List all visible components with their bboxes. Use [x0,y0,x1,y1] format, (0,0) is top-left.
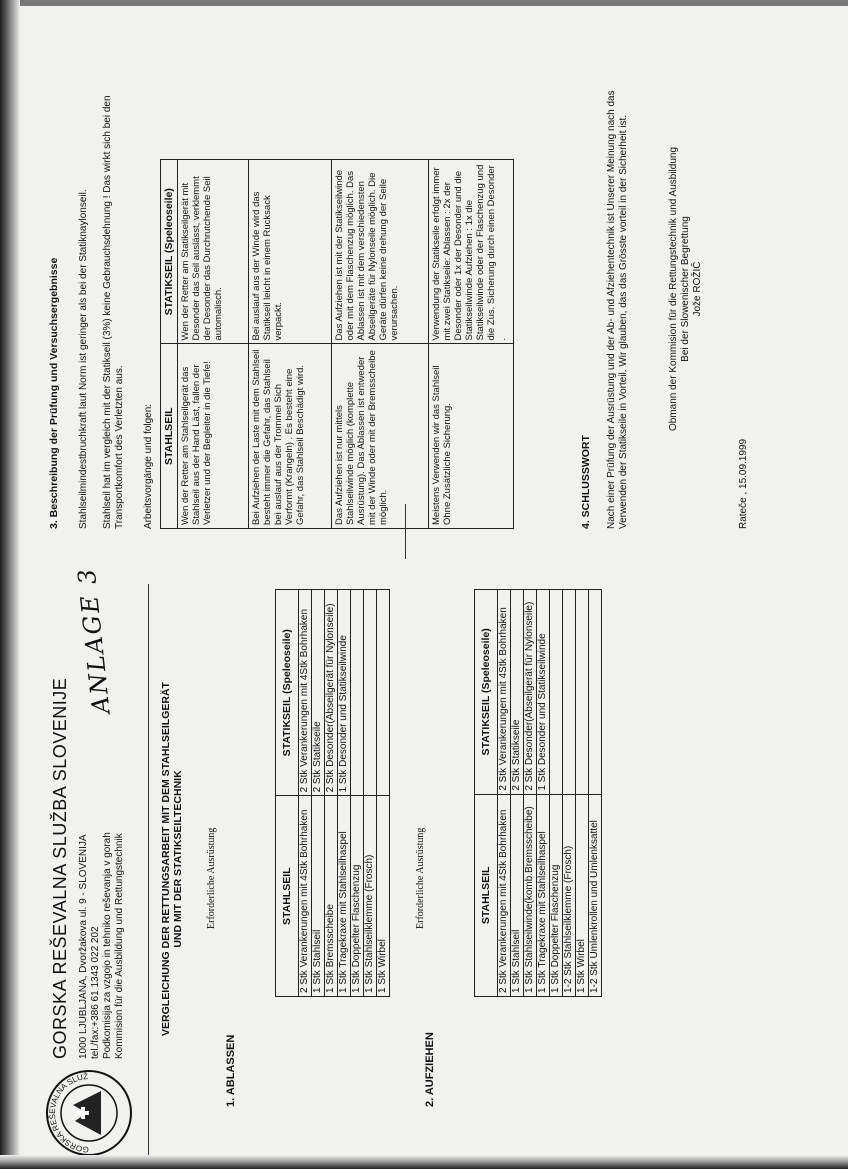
table-cell: Bei auslauf aus der Winde wird das Statikseil leicht in einem Rucksack verpackt. [249,160,332,345]
org-address [78,832,126,1059]
paragraph: Stahlseil hat im vergleich mit der Statikseil (3%) keine Gebrauchsdehnung ! Das wirkt sich bei den Transportkomfort des Verletzten aus. [102,95,125,529]
equipment-table-ablassen [275,589,390,997]
table-cell [576,590,589,795]
table-header: STATIKSEIL (Speleoseile) [161,160,178,345]
signature-name: Jože ROŽIČ [692,261,703,317]
signature-line: Obmann der Kommision für die Rettungstechnik und Ausbildung [668,146,679,432]
table-cell: 1 Stk Desonder und Statikseilwinde [338,590,351,796]
table-row [325,590,338,997]
table-cell: 2 Stk Desonder(Abseilgerät für Nylonseile) [524,590,537,795]
address-line: Podkomisija za vzgojo in tehniko reševanja v gorah [102,832,113,1059]
table-row [537,590,550,997]
table-cell [589,590,602,795]
table-row [299,590,312,997]
paragraph: Stahlseilmindestbruchkraft laut Norm ist geringer als bei der Statiknaylonseil. [78,189,89,529]
signature-block [668,109,704,469]
table-row [351,590,364,997]
table-cell: 1 Stk Tragekraxe mit Stahlseilhaspel [537,794,550,996]
document-title: VERGLEICHUNG DER RETTUNGSARBEIT MIT DEM STAHLSEILGERÄT UND MIT DER STATIKSEILTECHNIK [160,682,184,1036]
table-header: STATIKSEIL (Speleoseile) [475,590,498,795]
section-heading-ablassen: 1. ABLASSEN [225,1034,237,1107]
table-cell: Bei Aufziehen der Laste mit dem Stahlseil besteht immer die Gefahr, das Stahlseil bei auslauf aus der Trommel Sich Verformt (Krangeln) . Es besteht eine Gefahr, das Stahlseil Beschädigt wird. [249,344,332,529]
table-cell: 1-2 Stk Stahlseilklemme (Frosch) [563,794,576,996]
table-row [178,160,249,529]
table-cell [351,590,364,796]
table-cell: 2 Stk Verankerungen mit 4Stk Bohrhaken [299,796,312,997]
table-row [364,590,377,997]
table-header: STAHLSEIL [161,344,178,529]
table-cell [550,590,563,795]
table-cell: 1 Stk Tragekraxe mit Stahlseilhaspel [338,796,351,997]
table-cell: 1 Stk Stahlseilklemme (Frosch) [364,796,377,997]
paragraph: Arbeitsvorgänge und folgen: [143,403,154,529]
table-cell: 1 Stk Bremsscheibe [325,796,338,997]
table-cell: 1 Stk Stahlseil [312,796,325,997]
procedures-table [160,159,514,529]
table-row [249,160,332,529]
table-cell: 2 Stk Statikseile [312,590,325,796]
table-cell: 1 Stk Wirbel [377,796,390,997]
table-header: STAHLSEIL [276,796,299,997]
table-row [550,590,563,997]
table-row [524,590,537,997]
table-cell: 1 Stk Doppelter Flaschenzug [351,796,364,997]
table-cell: 2 Stk Statikseile [511,590,524,795]
table-cell: 2 Stk Verankerungen mit 4Stk Bohrhaken [498,590,511,795]
paragraph: Nach einer Prüfung der Ausrüstung und der Ab- und Afziehentechnik ist Unserer Meinung nach das Verwenden der Statikseile in Vorteil. Wir glauben, das das Grösste vorteil in der Sicherheit ist. [606,90,629,529]
table-cell: Wen der Retter am Statikseilgerät mit Desonder das Seil auslässt, verklemmt der Desonder das Durchrutchende Seil automalisch. [178,160,249,345]
section-subheading: Erforderliche Ausrüstung [415,827,426,929]
equipment-table-aufziehen [474,589,602,997]
table-cell: 2 Stk Desonder(Abseilgerät für Nylonseile) [325,590,338,796]
table-cell: 2 Stk Verankerungen mit 4Stk Bohrhaken [498,794,511,996]
table-cell: Das Aufziehen ist mit der Statikseilwinde oder mit dem Flaschenzug möglich. Das Ablassen ist mit dem verschiedensten Abseilgeräte für Nylonseile möglich. Die Geräte dürfen keine drehung der Seile verursachen. [332,160,429,345]
table-cell: Wen der Retter am Stahlseilgerät das Stahlseil aus der Hand Läst, fallen der Verletzer und der Begleiter in die Tiefe! [178,344,249,529]
table-cell [563,590,576,795]
logo-ring-text: GORSKA REŠEVALNA SLUŽ [47,1071,90,1155]
table-row [338,590,351,997]
section-heading-schlusswort: 4. SCHLUSSWORT [580,435,592,529]
table-cell: 1 Stk Doppelter Flaschenzug [550,794,563,996]
handwritten-annotation: ANLAGE 3 [72,565,116,716]
address-line: tel./fax:+386 61 1343 022 202 [90,926,101,1059]
table-row [377,590,390,997]
signature-line: Bei der Slowenischer Begrettung [680,216,691,362]
table-row [563,590,576,997]
table-cell: 1-2 Stk Umlenkrollen und Umlenksattel [589,794,602,996]
table-cell: 1 Stk Stahlseilwinde(komb.Bremsscheibe) [524,794,537,996]
address-line: Kommision für die Ausbildung und Rettungstechnik [114,833,125,1059]
org-name: GORSKA REŠEVALNA SLUŽBA SLOVENIJE [50,677,70,1059]
section-heading-aufziehen: 2. AUFZIEHEN [424,1032,436,1107]
header-divider [148,584,149,1164]
table-header: STAHLSEIL [475,794,498,996]
table-cell [364,590,377,796]
grs-logo-icon [45,1069,133,1157]
table-cell: Meistens Verwenden wir das Stahlseil Ohne Zusätzliche Sicherung. [429,344,514,529]
table-cell: 1 Stk Desonder und Statikseilwinde [537,590,550,795]
address-line: 1000 LJUBLJANA, Dvoržakova ul. 9 - SLOVENIJA [78,834,89,1059]
table-row [312,590,325,997]
table-row [429,160,514,529]
table-row [576,590,589,997]
place-date: Rateče , 15.09.1999 [738,438,749,529]
section-heading-beschreibung: 3. Beschreibung der Prüfung und Versuchsergebnisse [48,257,60,529]
section-subheading: Erforderliche Ausrüstung [206,827,217,929]
table-row [589,590,602,997]
table-cell [377,590,390,796]
scan-edge-bottom [0,1155,848,1169]
table-cell: 2 Stk Verankerungen mit 4Stk Bohrhaken [299,590,312,796]
table-row [511,590,524,997]
table-row [498,590,511,997]
table-cell: 1 Stk Wirbel [576,794,589,996]
table-cell: 1 Stk Stahlseil [511,794,524,996]
table-row [332,160,429,529]
table-header: STATIKSEIL (Speleoseile) [276,590,299,796]
table-cell: Verwendung der Statikseile erfolgt immer mit zwei Statikseile: Ablassen : 2x der Desonder oder 1x der Desonder und die Statikseilwinde Aufziehen : 1x die Statikseilwinde oder der Flaschenzug und die Zus. Sicherung durch einen Desonder . [429,160,514,345]
table-cell: Das Aufziehen ist nur mittels Stahlseilwinde möglich (komplette Ausrüstung). Das Ablassen ist entweder mit der Winde oder mit der Bremsscheibe möglich. [332,344,429,529]
